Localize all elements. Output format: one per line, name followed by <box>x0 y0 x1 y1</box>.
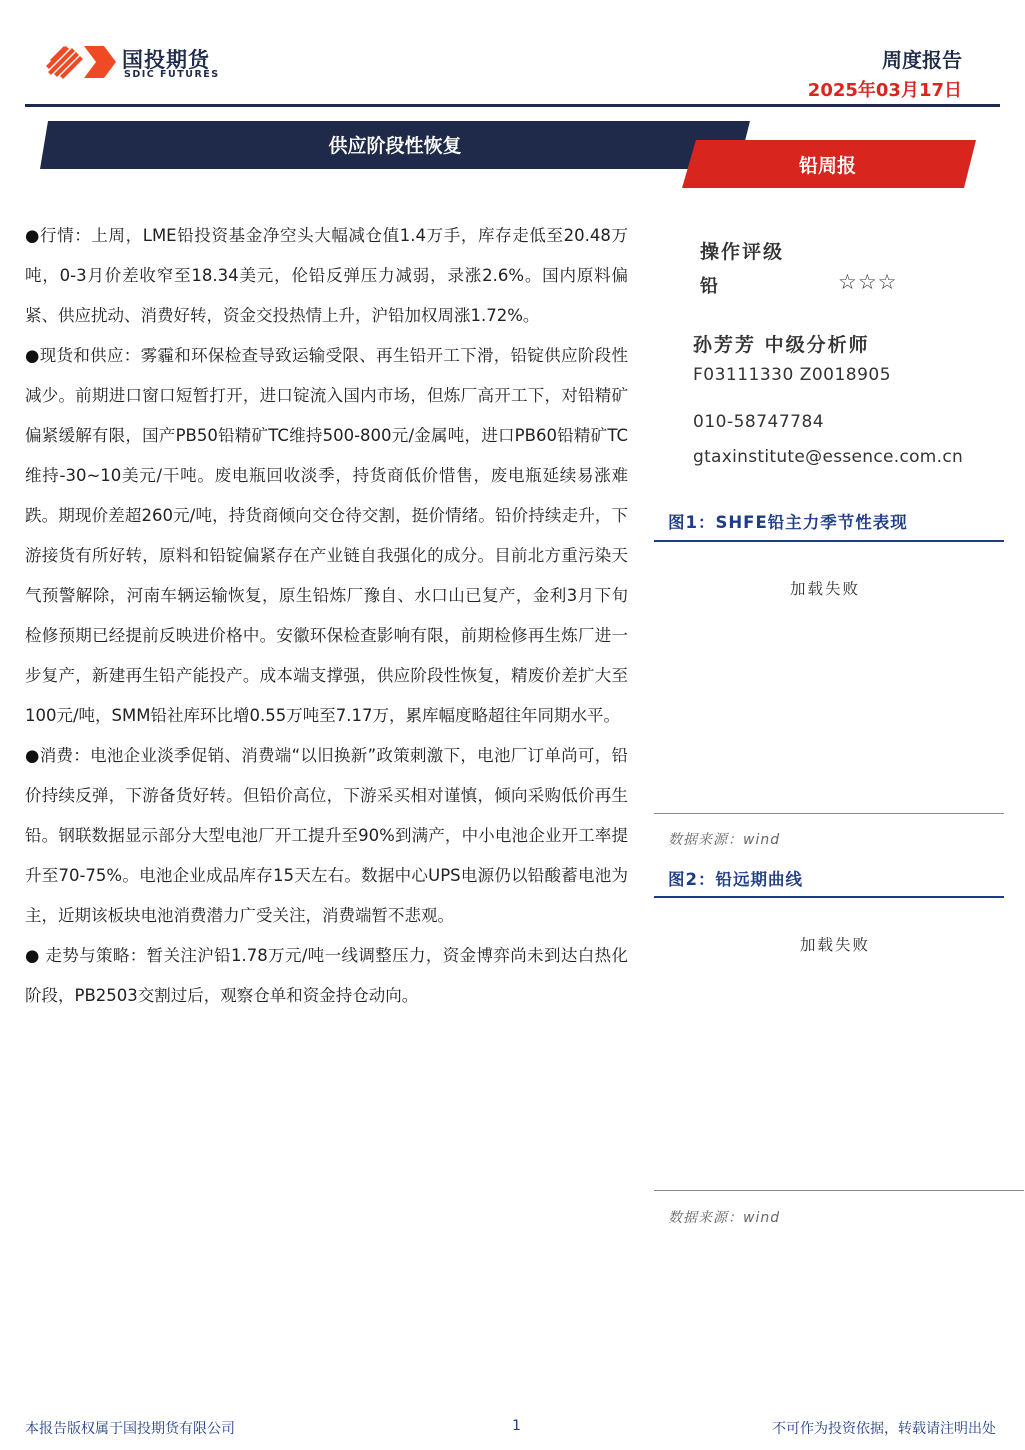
report-type: 周度报告 <box>882 48 962 72</box>
bullet-icon: ● <box>25 226 41 245</box>
main-commentary <box>25 216 628 1016</box>
paragraph-consumption: ●消费：电池企业淡季促销、消费端“以旧换新”政策刺激下，电池厂订单尚可，铅价持续反弹，下游备货好转。但铅价高位，下游采买相对谨慎，倾向采购低价再生铅。钢联数据显示部分大型电池厂开工提升至90%到满产，中小电池企业开工率提升至70-75%。电池企业成品库存15天左右。数据中心UPS电源仍以铅酸蓄电池为主，近期该板块电池消费潜力广受关注，消费端暂不悲观。 <box>25 746 628 925</box>
footer-disclaimer: 不可作为投资依据，转载请注明出处 <box>772 1421 996 1437</box>
bullet-icon: ● <box>25 346 40 365</box>
bullet-icon: ● <box>25 946 40 965</box>
contact-email: gtaxinstitute@essence.com.cn <box>693 447 964 467</box>
report-date: 2025年03月17日 <box>807 80 962 101</box>
page-number: 1 <box>512 1418 521 1434</box>
rating-stars: ☆☆☆ <box>838 270 898 294</box>
figure-2-placeholder: 加载失败 <box>800 936 871 954</box>
logo-text-cn: 国投期货 <box>122 48 210 72</box>
company-logo <box>44 42 234 82</box>
paragraph-supply: ●现货和供应：雾霾和环保检查导致运输受限、再生铅开工下滑，铅锭供应阶段性减少。前期进口窗口短暂打开，进口锭流入国内市场，但炼厂高开工下，对铅精矿偏紧缓解有限，国产PB50铅精矿TC维持500-800元/金属吨，进口PB60铅精矿TC维持-30~10美元/干吨。废电瓶回收淡季，持货商低价惜售，废电瓶延续易涨难跌。期现价差超260元/吨，持货商倾向交仓待交割，挺价情绪。铅价持续走升，下游接货有所好转，原料和铅锭偏紧存在产业链自我强化的成分。目前北方重污染天气预警解除，河南车辆运输恢复，原生铅炼厂豫自、水口山已复产，金利3月下旬检修预期已经提前反映进价格中。安徽环保检查影响有限，前期检修再生炼厂进一步复产，新建再生铅产能投产。成本端支撑强，供应阶段性恢复，精废价差扩大至100元/吨，SMM铅社库环比增0.55万吨至7.17万，累库幅度略超往年同期水平。 <box>25 346 628 725</box>
figure-1-placeholder: 加载失败 <box>790 580 861 598</box>
figure-2-rule <box>654 896 1004 898</box>
bullet-icon: ● <box>25 746 40 765</box>
category-label: 铅周报 <box>798 155 856 177</box>
header-divider <box>25 104 1000 107</box>
figure-1-bottom-rule <box>654 813 1004 814</box>
figure-2-title: 图2：铅远期曲线 <box>668 870 803 889</box>
figure-1-source: 数据来源：wind <box>668 832 781 848</box>
contact-phone: 010-58747784 <box>693 412 825 432</box>
footer-copyright: 本报告版权属于国投期货有限公司 <box>25 1421 235 1437</box>
analyst-certificates: F03111330 Z0018905 <box>693 365 892 385</box>
logo-mark-icon <box>44 42 116 82</box>
figure-2-bottom-rule <box>654 1190 1024 1191</box>
logo-text-en: SDIC FUTURES <box>124 69 220 80</box>
analyst-name: 孙芳芳 中级分析师 <box>693 334 870 356</box>
rating-item: 铅 <box>700 276 718 297</box>
report-title: 供应阶段性恢复 <box>328 135 462 157</box>
figure-1-rule <box>654 540 1004 542</box>
figure-1-title: 图1：SHFE铅主力季节性表现 <box>668 513 908 532</box>
paragraph-market: ●行情：上周，LME铅投资基金净空头大幅减仓值1.4万手，库存走低至20.48万吨，0-3月价差收窄至18.34美元，伦铅反弹压力减弱，录涨2.6%。国内原料偏紧、供应扰动、消费好转，资金交投热情上升，沪铅加权周涨1.72%。 <box>25 226 628 325</box>
rating-label: 操作评级 <box>700 241 785 263</box>
figure-2-source: 数据来源：wind <box>668 1210 781 1226</box>
paragraph-strategy: ● 走势与策略：暂关注沪铅1.78万元/吨一线调整压力，资金博弈尚未到达白热化阶段，PB2503交割过后，观察仓单和资金持仓动向。 <box>25 946 628 1005</box>
